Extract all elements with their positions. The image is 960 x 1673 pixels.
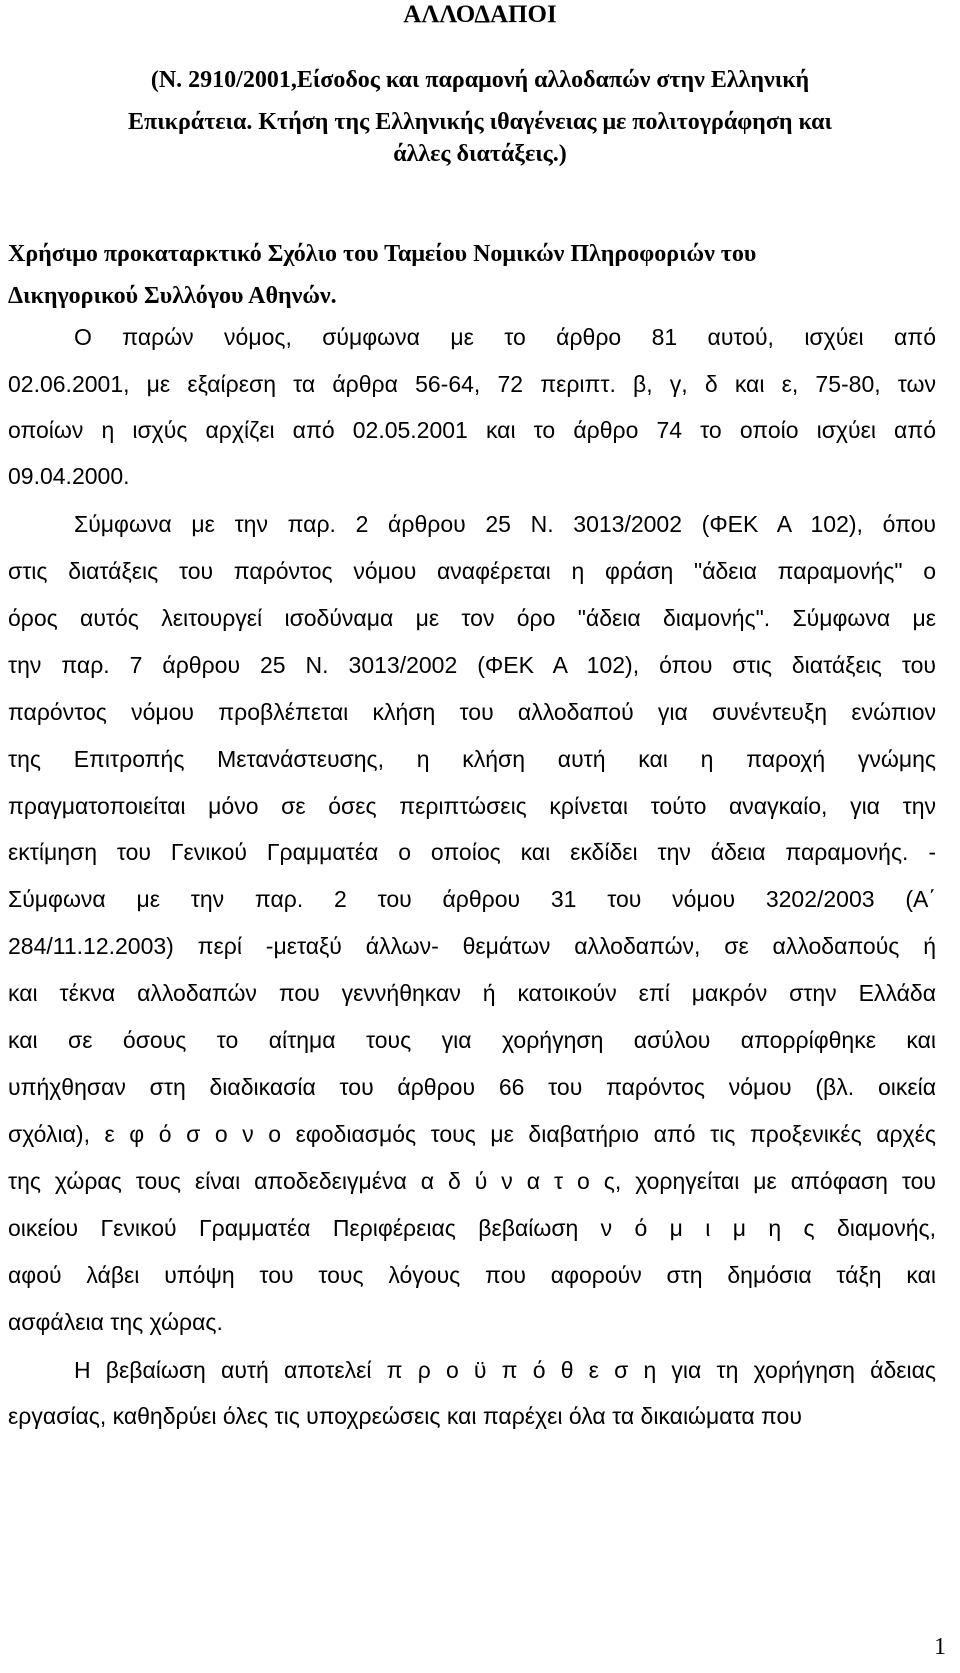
body-line: και σε όσους το αίτημα τους για χορήγηση ασύλου απορρίφθηκε και [8,1027,936,1053]
body-line: εκτίμηση του Γενικού Γραμματέα ο οποίος και εκδίδει την άδεια παραμονής. - [8,839,936,865]
note-heading-line-2: Δικηγορικού Συλλόγου Αθηνών. [8,283,337,309]
law-subtitle-line-2: Επικράτεια. Κτήση της Ελληνικής ιθαγένειας με πολιτογράφηση και [128,109,832,135]
body-line: 02.06.2001, με εξαίρεση τα άρθρα 56-64, 72 περιπτ. β, γ, δ και ε, 75-80, των [8,371,936,397]
page-number: 1 [934,1634,946,1660]
document-title: ΑΛΛΟΔΑΠΟΙ [403,1,557,28]
body-line: 284/11.12.2003) περί -μεταξύ άλλων- θεμάτων αλλοδαπών, σε αλλοδαπούς ή [8,933,936,959]
body-line: της Επιτροπής Μετανάστευσης, η κλήση αυτή και η παροχή γνώμης [8,746,936,772]
body-line: Η βεβαίωση αυτή αποτελεί π ρ ο ϋ π ό θ ε σ η για τη χορήγηση άδειας [74,1357,936,1383]
body-line: της χώρας τους είναι αποδεδειγμένα α δ ύ ν α τ ο ς, χορηγείται με απόφαση του [8,1168,936,1194]
body-line: Σύμφωνα με την παρ. 2 άρθρου 25 Ν. 3013/2002 (ΦΕΚ Α 102), όπου [74,511,936,537]
body-line: παρόντος νόμου προβλέπεται κλήση του αλλοδαπού για συνέντευξη ενώπιον [8,699,936,725]
law-subtitle-line-1: (Ν. 2910/2001,Είσοδος και παραμονή αλλοδαπών στην Ελληνική [150,67,810,93]
body-line: την παρ. 7 άρθρου 25 Ν. 3013/2002 (ΦΕΚ Α 102), όπου στις διατάξεις του [8,652,936,678]
law-subtitle-line-3: άλλες διατάξεις.) [393,141,567,167]
note-heading-line-1: Χρήσιμο προκαταρκτικό Σχόλιο του Ταμείου Νομικών Πληροφοριών του [8,241,757,267]
body-line: οικείου Γενικού Γραμματέα Περιφέρειας βεβαίωση ν ό μ ι μ η ς διαμονής, [8,1215,936,1241]
body-line: 09.04.2000. [8,463,130,489]
body-line: Ο παρών νόμος, σύμφωνα με το άρθρο 81 αυτού, ισχύει από [74,324,936,350]
body-line: αφού λάβει υπόψη του τους λόγους που αφορούν στη δημόσια τάξη και [8,1262,936,1288]
body-line: σχόλια), ε φ ό σ ο ν ο εφοδιασμός τους με διαβατήριο από τις προξενικές αρχές [8,1121,936,1147]
body-line: Σύμφωνα με την παρ. 2 του άρθρου 31 του νόμου 3202/2003 (Α΄ [8,886,936,912]
body-line: και τέκνα αλλοδαπών που γεννήθηκαν ή κατοικούν επί μακρόν στην Ελλάδα [8,980,936,1006]
body-line: υπήχθησαν στη διαδικασία του άρθρου 66 του παρόντος νόμου (βλ. οικεία [8,1074,936,1100]
body-line: εργασίας, καθηδρύει όλες τις υποχρεώσεις και παρέχει όλα τα δικαιώματα που [8,1403,802,1429]
body-line: στις διατάξεις του παρόντος νόμου αναφέρεται η φράση "άδεια παραμονής" ο [8,558,936,584]
body-line: ασφάλεια της χώρας. [8,1309,223,1335]
body-line: πραγματοποιείται μόνο σε όσες περιπτώσεις κρίνεται τούτο αναγκαίο, για την [8,793,936,819]
body-line: όρος αυτός λειτουργεί ισοδύναμα με τον όρο "άδεια διαμονής". Σύμφωνα με [8,605,936,631]
body-line: οποίων η ισχύς αρχίζει από 02.05.2001 και το άρθρο 74 το οποίο ισχύει από [8,417,936,443]
